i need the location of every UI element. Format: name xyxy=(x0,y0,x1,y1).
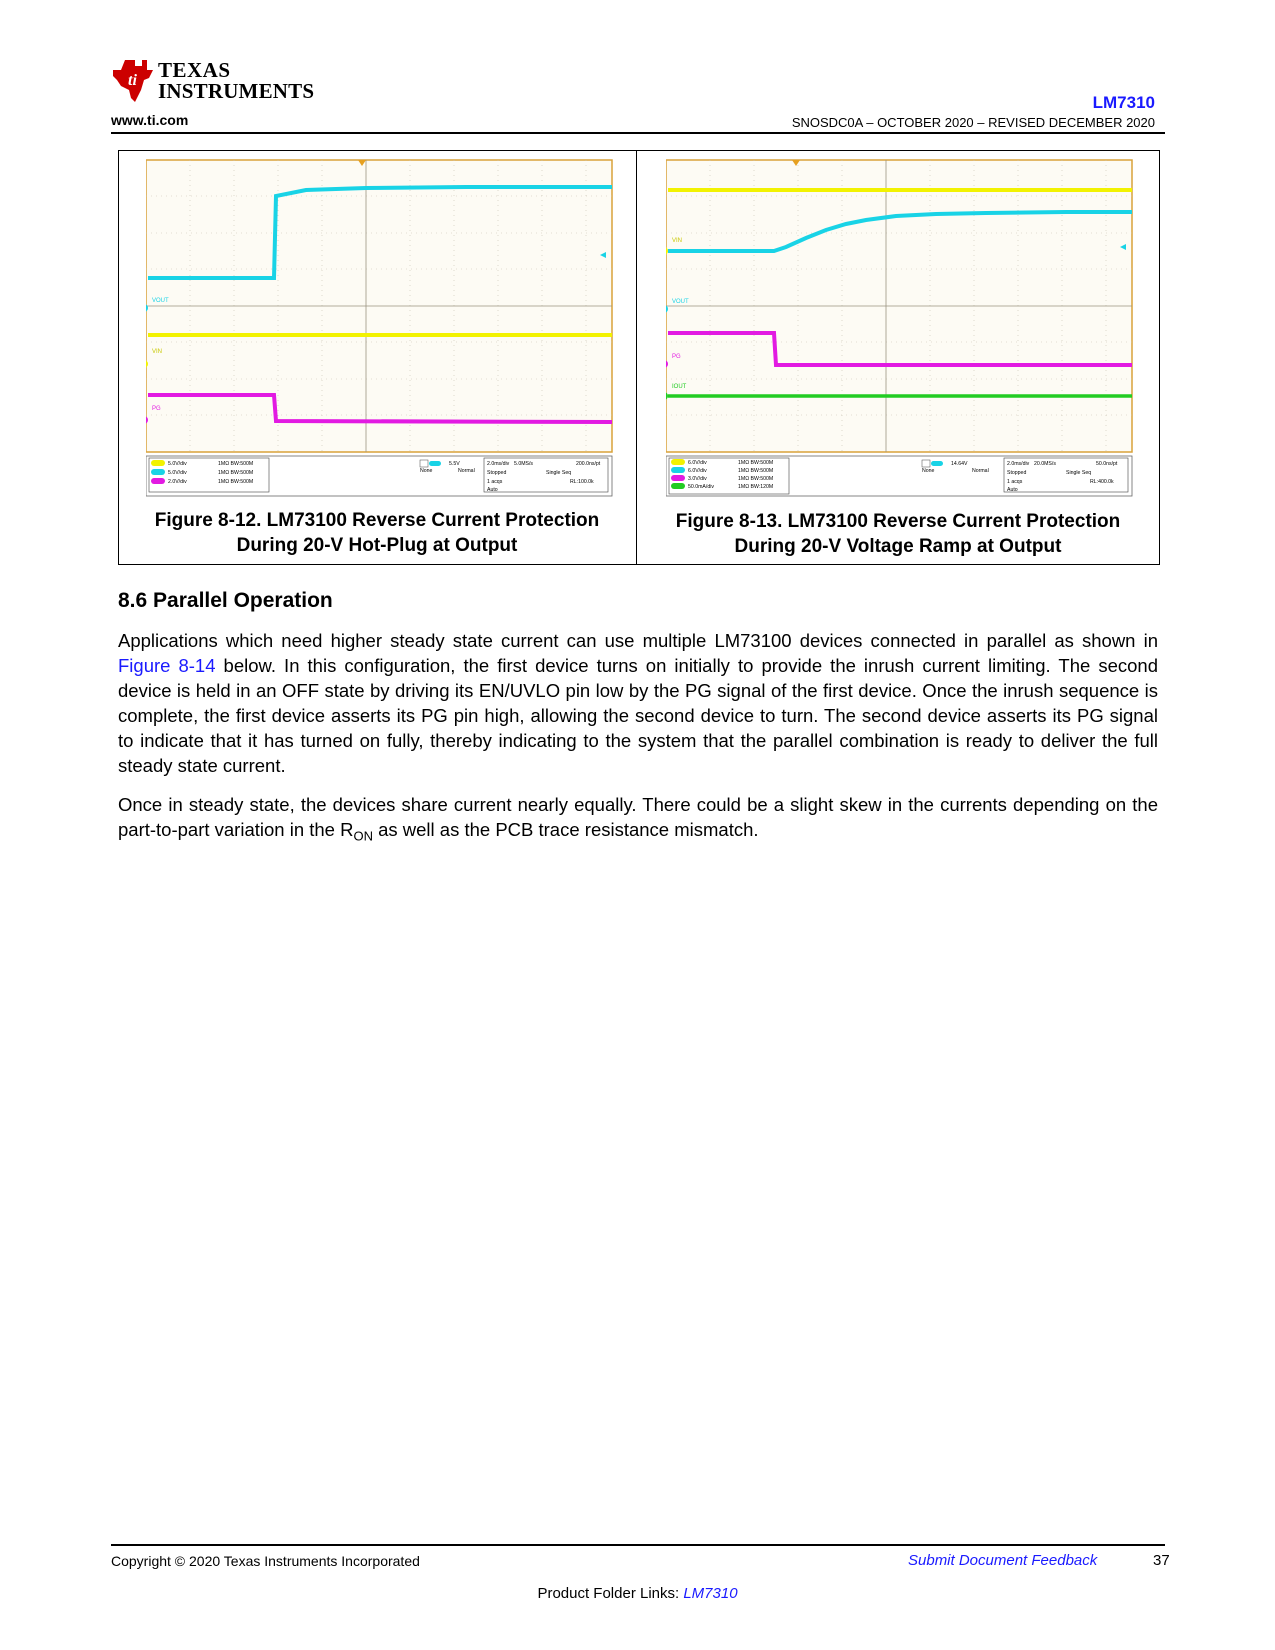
ch2-scale: 5.0V/div xyxy=(168,470,187,476)
ch2-scale: 6.0V/div xyxy=(688,468,707,474)
ch2-imp: 1MΩ BW:500M xyxy=(218,470,254,476)
trace-label: PG xyxy=(672,354,681,360)
ti-state-icon xyxy=(111,58,155,104)
timebase-pt: 200.0ns/pt xyxy=(576,461,601,467)
figure-8-14-link[interactable]: Figure 8-14 xyxy=(118,655,216,676)
timebase-rate: 5.0MS/s xyxy=(514,461,534,467)
para2-text: Once in steady state, the devices share current nearly equally. There could be a slight skew in the currents depending on the part-to-part variation in the R xyxy=(118,794,1158,840)
ch4-imp: 1MΩ BW:120M xyxy=(738,484,774,490)
ch3-scale: 3.0V/div xyxy=(688,476,707,482)
scope-figure-8-12 xyxy=(146,158,614,503)
trace-label: IOUT xyxy=(672,384,687,390)
folder-label: Product Folder Links: xyxy=(537,1585,684,1602)
paragraph-1 xyxy=(118,628,1158,778)
ch1-imp: 1MΩ BW:500M xyxy=(738,460,774,466)
product-folder-link[interactable]: LM7310 xyxy=(683,1585,738,1602)
ch2-imp: 1MΩ BW:500M xyxy=(738,468,774,474)
caption-line: During 20-V Hot-Plug at Output xyxy=(236,535,518,556)
ch3-imp: 1MΩ BW:500M xyxy=(218,479,254,485)
scope-screen-8-12 xyxy=(146,158,614,498)
figure-divider xyxy=(636,150,637,565)
acq-count: 1 acqs xyxy=(487,479,503,485)
trace-label: VOUT xyxy=(672,299,689,305)
trigger-mode-right: Normal xyxy=(458,468,475,474)
footer-divider xyxy=(111,1544,1165,1546)
caption-line: During 20-V Voltage Ramp at Output xyxy=(734,536,1062,557)
para1-text-cont: below. In this configuration, the first device turns on initially to provide the inrush current limiting. The second device is held in an OFF state by driving its EN/UVLO pin low by the PG signal of the first device. Once the inrush sequence is complete, the first device asserts its PG pin high, allowing the second device to turn. The second device asserts its PG signal to indicate that it has turned on fully, thereby indicating to the system that the parallel combination is ready to deliver the full steady state current. xyxy=(118,655,1158,776)
trigger-mode-right: Normal xyxy=(972,468,989,474)
trace-label: VIN xyxy=(152,349,163,355)
section-title: 8.6 Parallel Operation xyxy=(118,589,333,612)
trigger-level: 5.5V xyxy=(449,461,460,467)
trace-label: VIN xyxy=(672,238,683,244)
document-revision: SNOSDC0A – OCTOBER 2020 – REVISED DECEMBER 2020 xyxy=(791,115,1155,130)
submit-feedback-link[interactable]: Submit Document Feedback xyxy=(908,1552,1098,1569)
acq-state: Stopped xyxy=(1007,470,1027,476)
trace-label: PG xyxy=(152,406,161,412)
ti-logo[interactable] xyxy=(111,58,315,108)
record-length: RL:400.0k xyxy=(1090,479,1114,485)
paragraph-2 xyxy=(118,792,1158,849)
timebase-div: 2.0ms/div xyxy=(1007,461,1030,467)
timebase-div: 2.0ms/div xyxy=(487,461,510,467)
timebase-pt: 50.0ns/pt xyxy=(1096,461,1118,467)
product-folder-links xyxy=(0,1585,1275,1602)
acq-seq: Single Seq xyxy=(1066,470,1092,476)
trigger-auto: Auto xyxy=(487,487,498,493)
ch1-scale: 6.0V/div xyxy=(688,460,707,466)
acq-count: 1 acqs xyxy=(1007,479,1023,485)
ch1-imp: 1MΩ BW:500M xyxy=(218,461,254,467)
scope-screen-8-13 xyxy=(666,158,1136,498)
part-number-link[interactable]: LM7310 xyxy=(1092,93,1155,112)
trigger-level: 14.64V xyxy=(951,461,968,467)
para2-text-cont: as well as the PCB trace resistance mismatch. xyxy=(372,819,759,840)
ch3-imp: 1MΩ BW:500M xyxy=(738,476,774,482)
svg-text:ti: ti xyxy=(128,72,137,89)
ch1-scale: 5.0V/div xyxy=(168,461,187,467)
acq-seq: Single Seq xyxy=(546,470,572,476)
ron-subscript: ON xyxy=(353,828,373,844)
caption-line: Figure 8-13. LM73100 Reverse Current Protection xyxy=(675,511,1121,532)
para1-text: Applications which need higher steady state current can use multiple LM73100 devices connected in parallel as shown in xyxy=(118,630,1158,651)
acq-state: Stopped xyxy=(487,470,507,476)
record-length: RL:100.0k xyxy=(570,479,594,485)
ch3-scale: 2.0V/div xyxy=(168,479,187,485)
header-divider xyxy=(111,132,1165,134)
brand-line2: INSTRUMENTS xyxy=(158,79,315,103)
trigger-auto: Auto xyxy=(1007,487,1018,493)
trace-label: VOUT xyxy=(152,298,169,304)
brand-line1: TEXAS xyxy=(158,58,231,82)
timebase-rate: 20.0MS/s xyxy=(1034,461,1056,467)
scope-figure-8-13 xyxy=(666,158,1136,503)
figure-8-12-caption xyxy=(120,508,634,558)
trigger-mode-left: None xyxy=(420,468,433,474)
figure-8-13-caption xyxy=(638,509,1158,559)
site-url[interactable]: www.ti.com xyxy=(111,112,189,128)
ch4-scale: 50.0mA/div xyxy=(688,484,714,490)
page-number: 37 xyxy=(1153,1552,1170,1569)
caption-line: Figure 8-12. LM73100 Reverse Current Protection xyxy=(154,510,600,531)
copyright: Copyright © 2020 Texas Instruments Incorporated xyxy=(111,1553,420,1569)
trigger-mode-left: None xyxy=(922,468,935,474)
